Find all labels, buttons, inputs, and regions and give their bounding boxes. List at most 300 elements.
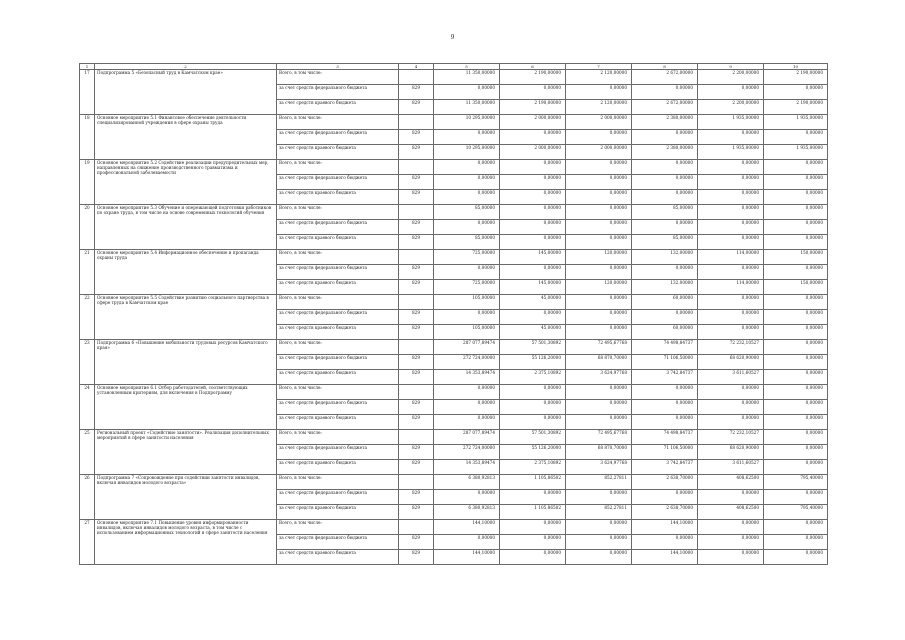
funding-source-cell: за счет средств краевого бюджета (277, 280, 399, 295)
program-name-cell: Основное мероприятие 5.5 Содействие развитию социального партнерства в сфере труда в Камчатском крае (95, 295, 277, 340)
amount-cell: 0,00000 (632, 160, 698, 175)
table-row (80, 430, 828, 445)
amount-cell: 3 611,60527 (698, 460, 764, 475)
amount-cell: 0,00000 (500, 550, 566, 565)
amount-cell: 0,00000 (500, 490, 566, 505)
amount-cell: 2 000,00000 (500, 115, 566, 130)
amount-cell: 0,00000 (764, 400, 828, 415)
amount-cell: 2 000,00000 (566, 145, 632, 160)
amount-cell: 144,10000 (434, 520, 500, 535)
amount-cell: 0,00000 (566, 415, 632, 430)
amount-cell: 57 501,30892 (500, 340, 566, 355)
amount-cell: 0,00000 (434, 220, 500, 235)
amount-cell: 0,00000 (698, 205, 764, 220)
amount-cell: 0,00000 (764, 490, 828, 505)
budget-code-cell: 829 (399, 505, 434, 520)
amount-cell: 150,00000 (764, 280, 828, 295)
amount-cell: 0,00000 (764, 535, 828, 550)
header-cell: 8 (632, 64, 698, 70)
amount-cell: 0,00000 (698, 490, 764, 505)
budget-code-cell: 829 (399, 280, 434, 295)
amount-cell: 0,00000 (764, 220, 828, 235)
amount-cell: 71 106,50000 (632, 355, 698, 370)
amount-cell: 408,62500 (698, 505, 764, 520)
budget-code-cell (399, 475, 434, 490)
program-name-cell: Подпрограмма 7 «Сопровождение при содействии занятости инвалидов, включая инвалидов молодого возраста» (95, 475, 277, 520)
amount-cell: 0,00000 (764, 520, 828, 535)
amount-cell: 1 105,86502 (500, 475, 566, 490)
amount-cell: 60,00000 (632, 325, 698, 340)
amount-cell: 72 232,10527 (698, 340, 764, 355)
funding-source-cell: за счет средств краевого бюджета (277, 325, 399, 340)
amount-cell: 0,00000 (698, 385, 764, 400)
amount-cell: 0,00000 (632, 175, 698, 190)
amount-cell: 68 870,70000 (566, 445, 632, 460)
amount-cell: 144,10000 (632, 550, 698, 565)
amount-cell: 0,00000 (566, 205, 632, 220)
amount-cell: 0,00000 (500, 265, 566, 280)
amount-cell: 2 000,00000 (500, 145, 566, 160)
amount-cell: 0,00000 (632, 85, 698, 100)
amount-cell: 2 380,00000 (632, 115, 698, 130)
budget-code-cell: 829 (399, 190, 434, 205)
amount-cell: 0,00000 (566, 85, 632, 100)
amount-cell: 2 375,10892 (500, 460, 566, 475)
funding-source-cell: за счет средств краевого бюджета (277, 550, 399, 565)
amount-cell: 0,00000 (566, 310, 632, 325)
amount-cell: 85,00000 (434, 205, 500, 220)
amount-cell: 74 498,84737 (632, 340, 698, 355)
amount-cell: 0,00000 (764, 160, 828, 175)
budget-code-cell: 829 (399, 100, 434, 115)
budget-code-cell: 829 (399, 490, 434, 505)
amount-cell: 0,00000 (698, 85, 764, 100)
budget-code-cell: 829 (399, 130, 434, 145)
row-number-cell: 22 (80, 295, 95, 340)
amount-cell: 0,00000 (566, 550, 632, 565)
amount-cell: 145,00000 (500, 250, 566, 265)
table-row (80, 475, 828, 490)
amount-cell: 0,00000 (566, 175, 632, 190)
amount-cell: 287 077,89474 (434, 340, 500, 355)
funding-source-cell: за счет средств краевого бюджета (277, 505, 399, 520)
amount-cell: 0,00000 (632, 220, 698, 235)
budget-code-cell (399, 115, 434, 130)
amount-cell: 3 624,97768 (566, 370, 632, 385)
amount-cell: 2 672,00000 (632, 100, 698, 115)
amount-cell: 10 295,00000 (434, 145, 500, 160)
table-row (80, 70, 828, 85)
amount-cell: 0,00000 (434, 490, 500, 505)
amount-cell: 105,00000 (434, 325, 500, 340)
amount-cell: 0,00000 (500, 520, 566, 535)
amount-cell: 0,00000 (764, 295, 828, 310)
amount-cell: 0,00000 (434, 535, 500, 550)
amount-cell: 45,00000 (500, 295, 566, 310)
budget-code-cell: 829 (399, 220, 434, 235)
program-name-cell: Основное мероприятие 5.1 Финансовое обеспечение деятельности специализированной учреждения в сфере охраны труда (95, 115, 277, 160)
amount-cell: 0,00000 (500, 400, 566, 415)
program-name-cell: Основное мероприятие 5.4 Информационное обеспечение и пропаганда охраны труда (95, 250, 277, 295)
table-row (80, 115, 828, 130)
amount-cell: 72 495,67768 (566, 430, 632, 445)
funding-source-cell: за счет средств краевого бюджета (277, 415, 399, 430)
amount-cell: 0,00000 (434, 400, 500, 415)
header-cell: 4 (399, 64, 434, 70)
amount-cell: 0,00000 (566, 160, 632, 175)
page-number: 9 (450, 34, 455, 41)
amount-cell: 0,00000 (632, 130, 698, 145)
amount-cell: 0,00000 (632, 535, 698, 550)
funding-source-cell: за счет средств краевого бюджета (277, 460, 399, 475)
budget-code-cell: 829 (399, 265, 434, 280)
amount-cell: 0,00000 (764, 415, 828, 430)
amount-cell: 0,00000 (632, 385, 698, 400)
budget-code-cell: 829 (399, 310, 434, 325)
amount-cell: 0,00000 (632, 190, 698, 205)
program-name-cell: Подпрограмма 5 «Безопасный труд в Камчатском крае» (95, 70, 277, 115)
amount-cell: 0,00000 (500, 535, 566, 550)
header-cell: 10 (764, 64, 828, 70)
amount-cell: 0,00000 (434, 175, 500, 190)
program-name-cell: Основное мероприятие 7.1 Повышение уровня информированности инвалидов, включая инвалидов молодого возраста, в том числе с использованием информационных технологий в сфере занятости населения (95, 520, 277, 565)
amount-cell: 0,00000 (698, 190, 764, 205)
funding-source-cell: за счет средств федерального бюджета (277, 220, 399, 235)
amount-cell: 0,00000 (698, 415, 764, 430)
amount-cell: 2 375,10892 (500, 370, 566, 385)
funding-source-cell: за счет средств федерального бюджета (277, 490, 399, 505)
funding-source-cell: за счет средств федерального бюджета (277, 265, 399, 280)
funding-source-cell: Всего, в том числе: (277, 70, 399, 85)
amount-cell: 0,00000 (764, 340, 828, 355)
amount-cell: 0,00000 (434, 130, 500, 145)
amount-cell: 45,00000 (500, 325, 566, 340)
amount-cell: 0,00000 (764, 175, 828, 190)
amount-cell: 0,00000 (698, 550, 764, 565)
amount-cell: 57 501,30892 (500, 430, 566, 445)
table-row (80, 160, 828, 175)
budget-code-cell: 829 (399, 85, 434, 100)
amount-cell: 0,00000 (632, 265, 698, 280)
amount-cell: 2 200,00000 (698, 100, 764, 115)
amount-cell: 795,40000 (764, 475, 828, 490)
funding-source-cell: за счет средств федерального бюджета (277, 445, 399, 460)
amount-cell: 0,00000 (500, 310, 566, 325)
amount-cell: 0,00000 (500, 85, 566, 100)
amount-cell: 2 120,00000 (566, 70, 632, 85)
table-row (80, 520, 828, 535)
amount-cell: 0,00000 (764, 355, 828, 370)
amount-cell: 0,00000 (764, 265, 828, 280)
amount-cell: 0,00000 (698, 295, 764, 310)
amount-cell: 2 190,00000 (764, 70, 828, 85)
header-cell: 5 (434, 64, 500, 70)
budget-code-cell (399, 250, 434, 265)
amount-cell: 11 350,00000 (434, 100, 500, 115)
amount-cell: 408,62500 (698, 475, 764, 490)
row-number-cell: 26 (80, 475, 95, 520)
amount-cell: 0,00000 (698, 220, 764, 235)
budget-code-cell (399, 520, 434, 535)
amount-cell: 85,00000 (632, 235, 698, 250)
amount-cell: 0,00000 (566, 235, 632, 250)
budget-code-cell (399, 160, 434, 175)
budget-code-cell: 829 (399, 550, 434, 565)
table-row (80, 340, 828, 355)
amount-cell: 0,00000 (566, 385, 632, 400)
amount-cell: 0,00000 (764, 550, 828, 565)
funding-source-cell: Всего, в том числе: (277, 115, 399, 130)
budget-code-cell (399, 340, 434, 355)
amount-cell: 0,00000 (566, 535, 632, 550)
budget-code-cell: 829 (399, 235, 434, 250)
row-number-cell: 20 (80, 205, 95, 250)
amount-cell: 0,00000 (698, 310, 764, 325)
amount-cell: 0,00000 (434, 415, 500, 430)
amount-cell: 0,00000 (500, 205, 566, 220)
header-cell: 7 (566, 64, 632, 70)
amount-cell: 852,27811 (566, 475, 632, 490)
funding-source-cell: Всего, в том числе: (277, 520, 399, 535)
budget-table (79, 63, 828, 565)
amount-cell: 0,00000 (500, 220, 566, 235)
amount-cell: 0,00000 (500, 130, 566, 145)
amount-cell: 14 353,89474 (434, 370, 500, 385)
amount-cell: 132,00000 (632, 280, 698, 295)
budget-code-cell (399, 385, 434, 400)
amount-cell: 0,00000 (500, 160, 566, 175)
amount-cell: 0,00000 (764, 235, 828, 250)
amount-cell: 0,00000 (566, 490, 632, 505)
amount-cell: 3 742,84737 (632, 460, 698, 475)
funding-source-cell: за счет средств краевого бюджета (277, 190, 399, 205)
amount-cell: 14 353,89474 (434, 460, 500, 475)
row-number-cell: 24 (80, 385, 95, 430)
amount-cell: 74 498,84737 (632, 430, 698, 445)
header-cell: 3 (277, 64, 399, 70)
amount-cell: 10 295,00000 (434, 115, 500, 130)
amount-cell: 0,00000 (632, 490, 698, 505)
amount-cell: 68 620,90000 (698, 355, 764, 370)
amount-cell: 2 190,00000 (764, 100, 828, 115)
amount-cell: 85,00000 (434, 235, 500, 250)
amount-cell: 1 935,00000 (698, 145, 764, 160)
amount-cell: 287 077,89474 (434, 430, 500, 445)
amount-cell: 114,00000 (698, 280, 764, 295)
amount-cell: 2 638,70000 (632, 505, 698, 520)
funding-source-cell: за счет средств федерального бюджета (277, 400, 399, 415)
header-cell: 1 (80, 64, 95, 70)
amount-cell: 55 126,20000 (500, 355, 566, 370)
funding-source-cell: Всего, в том числе: (277, 250, 399, 265)
amount-cell: 0,00000 (764, 385, 828, 400)
amount-cell: 3 611,60527 (698, 370, 764, 385)
amount-cell: 0,00000 (764, 85, 828, 100)
amount-cell: 0,00000 (698, 535, 764, 550)
amount-cell: 2 672,00000 (632, 70, 698, 85)
amount-cell: 0,00000 (698, 160, 764, 175)
header-cell: 6 (500, 64, 566, 70)
amount-cell: 105,00000 (434, 295, 500, 310)
amount-cell: 0,00000 (566, 130, 632, 145)
amount-cell: 0,00000 (566, 325, 632, 340)
amount-cell: 0,00000 (764, 325, 828, 340)
program-name-cell: Основное мероприятие 5.2 Содействие реализации предупредительных мер, направленных на снижение производственного травматизма и профессиональной заболеваемости (95, 160, 277, 205)
amount-cell: 2 190,00000 (500, 100, 566, 115)
amount-cell: 2 190,00000 (500, 70, 566, 85)
amount-cell: 145,00000 (500, 280, 566, 295)
table-row (80, 250, 828, 265)
budget-code-cell (399, 70, 434, 85)
amount-cell: 2 000,00000 (566, 115, 632, 130)
amount-cell: 0,00000 (566, 265, 632, 280)
amount-cell: 0,00000 (764, 460, 828, 475)
amount-cell: 144,10000 (632, 520, 698, 535)
budget-code-cell: 829 (399, 415, 434, 430)
amount-cell: 71 106,50000 (632, 445, 698, 460)
amount-cell: 144,10000 (434, 550, 500, 565)
amount-cell: 72 232,10527 (698, 430, 764, 445)
header-cell: 9 (698, 64, 764, 70)
amount-cell: 2 200,00000 (698, 70, 764, 85)
amount-cell: 2 380,00000 (632, 145, 698, 160)
funding-source-cell: Всего, в том числе: (277, 340, 399, 355)
amount-cell: 0,00000 (500, 385, 566, 400)
amount-cell: 852,27811 (566, 505, 632, 520)
amount-cell: 0,00000 (698, 175, 764, 190)
amount-cell: 0,00000 (764, 130, 828, 145)
budget-code-cell: 829 (399, 370, 434, 385)
amount-cell: 0,00000 (764, 205, 828, 220)
amount-cell: 0,00000 (500, 190, 566, 205)
amount-cell: 0,00000 (698, 325, 764, 340)
row-number-cell: 27 (80, 520, 95, 565)
amount-cell: 0,00000 (434, 265, 500, 280)
amount-cell: 0,00000 (500, 415, 566, 430)
amount-cell: 1 105,86502 (500, 505, 566, 520)
funding-source-cell: за счет средств краевого бюджета (277, 235, 399, 250)
amount-cell: 0,00000 (566, 520, 632, 535)
amount-cell: 0,00000 (566, 220, 632, 235)
funding-source-cell: за счет средств краевого бюджета (277, 100, 399, 115)
amount-cell: 72 495,67768 (566, 340, 632, 355)
amount-cell: 6 380,92813 (434, 475, 500, 490)
amount-cell: 0,00000 (632, 415, 698, 430)
amount-cell: 114,00000 (698, 250, 764, 265)
amount-cell: 272 724,00000 (434, 355, 500, 370)
funding-source-cell: за счет средств федерального бюджета (277, 85, 399, 100)
table-body (80, 64, 828, 565)
amount-cell: 0,00000 (500, 235, 566, 250)
funding-source-cell: за счет средств федерального бюджета (277, 130, 399, 145)
funding-source-cell: Всего, в том числе: (277, 295, 399, 310)
amount-cell: 3 742,84737 (632, 370, 698, 385)
funding-source-cell: за счет средств федерального бюджета (277, 355, 399, 370)
amount-cell: 0,00000 (500, 175, 566, 190)
amount-cell: 0,00000 (764, 430, 828, 445)
amount-cell: 0,00000 (764, 445, 828, 460)
amount-cell: 0,00000 (698, 265, 764, 280)
amount-cell: 0,00000 (698, 400, 764, 415)
amount-cell: 0,00000 (434, 190, 500, 205)
budget-code-cell: 829 (399, 325, 434, 340)
amount-cell: 0,00000 (566, 190, 632, 205)
amount-cell: 6 380,92813 (434, 505, 500, 520)
amount-cell: 3 624,97768 (566, 460, 632, 475)
row-number-cell: 17 (80, 70, 95, 115)
budget-code-cell: 829 (399, 355, 434, 370)
amount-cell: 1 935,00000 (698, 115, 764, 130)
amount-cell: 0,00000 (698, 130, 764, 145)
funding-source-cell: Всего, в том числе: (277, 475, 399, 490)
budget-code-cell: 829 (399, 400, 434, 415)
row-number-cell: 19 (80, 160, 95, 205)
amount-cell: 0,00000 (632, 310, 698, 325)
amount-cell: 55 126,20000 (500, 445, 566, 460)
row-number-cell: 23 (80, 340, 95, 385)
funding-source-cell: за счет средств федерального бюджета (277, 310, 399, 325)
amount-cell: 132,00000 (632, 250, 698, 265)
budget-code-cell: 829 (399, 460, 434, 475)
amount-cell: 120,00000 (566, 280, 632, 295)
funding-source-cell: за счет средств федерального бюджета (277, 535, 399, 550)
amount-cell: 68 870,70000 (566, 355, 632, 370)
budget-code-cell (399, 295, 434, 310)
amount-cell: 1 935,00000 (764, 145, 828, 160)
funding-source-cell: Всего, в том числе: (277, 430, 399, 445)
row-number-cell: 18 (80, 115, 95, 160)
amount-cell: 60,00000 (632, 295, 698, 310)
amount-cell: 0,00000 (764, 370, 828, 385)
amount-cell: 0,00000 (434, 385, 500, 400)
amount-cell: 150,00000 (764, 250, 828, 265)
funding-source-cell: за счет средств федерального бюджета (277, 175, 399, 190)
budget-code-cell: 829 (399, 145, 434, 160)
amount-cell: 0,00000 (764, 310, 828, 325)
program-name-cell: Основное мероприятие 6.1 Отбор работодателей, соответствующих установленным критериям, для включения в Подпрограмму (95, 385, 277, 430)
budget-code-cell: 829 (399, 445, 434, 460)
program-name-cell: Подпрограмма 6 «Повышение мобильности трудовых ресурсов Камчатского края» (95, 340, 277, 385)
table-row (80, 295, 828, 310)
funding-source-cell: Всего, в том числе: (277, 385, 399, 400)
program-name-cell: Основное мероприятие 5.3 Обучение и опережающей подготовки работников по охране труда, в том числе на основе современных технологий обучения (95, 205, 277, 250)
amount-cell: 0,00000 (698, 235, 764, 250)
amount-cell: 2 638,70000 (632, 475, 698, 490)
amount-cell: 0,00000 (434, 160, 500, 175)
funding-source-cell: Всего, в том числе: (277, 205, 399, 220)
funding-source-cell: за счет средств краевого бюджета (277, 370, 399, 385)
program-name-cell: Региональный проект «Содействие занятости». Реализация дополнительных мероприятий в сфере занятости населения (95, 430, 277, 475)
amount-cell: 11 350,00000 (434, 70, 500, 85)
header-cell: 2 (95, 64, 277, 70)
amount-cell: 68 620,90000 (698, 445, 764, 460)
amount-cell: 2 120,00000 (566, 100, 632, 115)
amount-cell: 120,00000 (566, 250, 632, 265)
budget-code-cell (399, 430, 434, 445)
funding-source-cell: за счет средств краевого бюджета (277, 145, 399, 160)
amount-cell: 1 935,00000 (764, 115, 828, 130)
amount-cell: 0,00000 (632, 400, 698, 415)
amount-cell: 0,00000 (566, 400, 632, 415)
amount-cell: 725,00000 (434, 280, 500, 295)
budget-code-cell (399, 205, 434, 220)
row-number-cell: 25 (80, 430, 95, 475)
table-row (80, 205, 828, 220)
amount-cell: 0,00000 (434, 310, 500, 325)
amount-cell: 795,40000 (764, 505, 828, 520)
row-number-cell: 21 (80, 250, 95, 295)
amount-cell: 0,00000 (698, 520, 764, 535)
